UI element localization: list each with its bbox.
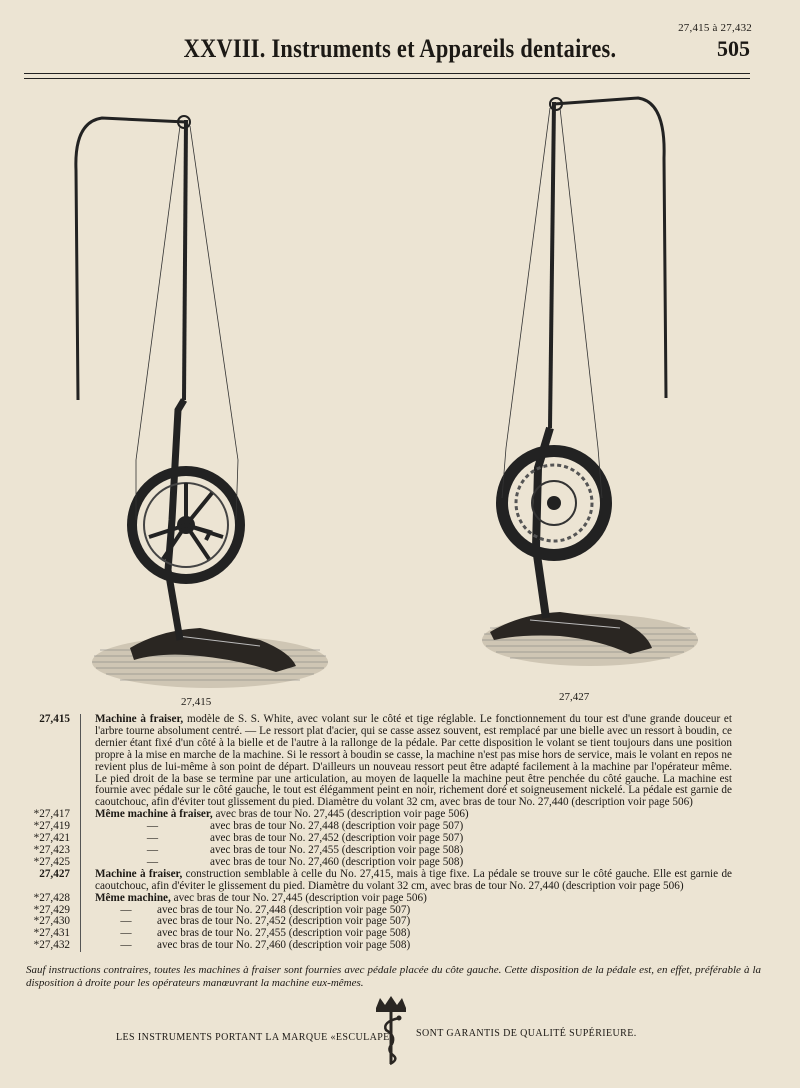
- entry-row: [20, 940, 732, 952]
- figure-caption-27427: 27,427: [559, 691, 590, 703]
- ditto-dash: —: [146, 820, 159, 833]
- item-description: avec bras de tour No. 27,460 (description voir page 508): [157, 939, 411, 952]
- item-number: *27,431: [33, 927, 70, 940]
- item-description: avec bras de tour No. 27,445 (description voir page 506): [173, 891, 427, 904]
- item-lead: Même machine,: [95, 891, 171, 904]
- item-number: *27,419: [33, 820, 70, 833]
- item-number: *27,432: [33, 939, 70, 952]
- machine-27427-illustration: [470, 88, 710, 688]
- item-description: avec bras de tour No. 27,452 (description voir page 507): [210, 832, 464, 845]
- footer-left-text: LES INSTRUMENTS PORTANT LA MARQUE «ESCULAPE»: [116, 1032, 396, 1043]
- item-number: *27,417: [33, 808, 70, 821]
- figure-caption-27415: 27,415: [181, 696, 212, 708]
- item-description: construction semblable à celle du No. 27,415, mais à tige fixe. La pédale se trouve sur le côté gauche. Elle est garnie de caoutchouc, afin d'éviter le glissement du pied. Diamètre du volant 32 cm, avec bras de tour No. 27,440 (description voir page 506): [95, 867, 732, 892]
- item-number: 27,427: [39, 867, 70, 880]
- machine-27415-illustration: [60, 100, 340, 700]
- ditto-dash: —: [146, 843, 159, 856]
- item-number: *27,430: [33, 915, 70, 928]
- item-description: avec bras de tour No. 27,445 (description voir page 506): [215, 808, 469, 821]
- item-number: *27,421: [33, 832, 70, 845]
- entry-row: [20, 714, 732, 809]
- footer-right-text: SONT GARANTIS DE QUALITÉ SUPÉRIEURE.: [416, 1028, 637, 1039]
- page-title: XXVIII. Instruments et Appareils dentaires.: [183, 34, 617, 63]
- item-number: *27,428: [33, 891, 70, 904]
- item-lead: Même machine à fraiser,: [95, 808, 213, 821]
- item-range: 27,415 à 27,432: [678, 22, 752, 34]
- product-entries: [20, 714, 732, 952]
- esculape-logo-icon: [368, 994, 414, 1066]
- item-lead: Machine à fraiser,: [95, 867, 183, 880]
- ditto-dash: —: [146, 855, 159, 868]
- item-description: modèle de S. S. White, avec volant sur le côté et tige réglable. Le fonctionnement du tour est d'une grande douceur et l'arbre tourne absolument centré. — Le ressort plat d'acier, qui se casse assez souvent, est remplacé par une bielle avec un ressort à boudin, ce dernier étant fixé d'un côté à la bielle et de l'autre à la rallonge de la pédale. Par cette disposition le volant se tient toujours dans une position propre à la mise en marche de la machine. Si le ressort à boudin se casse, la machine n'est pas mise hors de service, mais le volant en repos ne revient plus de lui-même à son point de départ. D'ailleurs un nouveau ressort peut être adapté facilement à la machine par l'opérateur même. Le pied droit de la base se termine par une articulation, au moyen de laquelle la machine peut être penchée du côté gauche. La machine est fournie avec pédale sur le côté gauche, le tout est élégamment peint en noir, richement doré et soigneusement nickelé. La pédale est garnie de caoutchouc, afin d'éviter tout glissement du pied. Diamètre du volant 32 cm, avec bras de tour No. 27,440 (description voir page 506): [95, 713, 733, 809]
- entry-row: [20, 869, 732, 893]
- item-number: 27,415: [39, 713, 70, 725]
- pedal-note: Sauf instructions contraires, toutes les machines à fraiser sont fournies avec pédale placée du côte gauche. Cette disposition de la pédale est, en effet, préférable à la disposition à droite pour les opérateurs manœuvrant la machine eux-mêmes.: [26, 964, 761, 989]
- ditto-dash: —: [120, 915, 132, 928]
- item-description: avec bras de tour No. 27,448 (description voir page 507): [210, 820, 464, 833]
- item-lead: Machine à fraiser,: [95, 713, 184, 725]
- ditto-dash: —: [120, 927, 132, 940]
- item-number: *27,429: [33, 903, 70, 916]
- item-description: avec bras de tour No. 27,460 (description voir page 508): [210, 855, 464, 868]
- ditto-dash: —: [146, 832, 159, 845]
- item-description: avec bras de tour No. 27,448 (description voir page 507): [157, 903, 411, 916]
- page-number: 505: [717, 36, 750, 61]
- header-rule: [24, 73, 750, 74]
- item-description: avec bras de tour No. 27,455 (description voir page 508): [157, 927, 411, 940]
- item-description: avec bras de tour No. 27,452 (description voir page 507): [157, 915, 411, 928]
- header-rule-thin: [24, 78, 750, 79]
- ditto-dash: —: [120, 939, 132, 952]
- item-description: avec bras de tour No. 27,455 (description voir page 508): [210, 843, 464, 856]
- item-number: *27,425: [33, 855, 70, 868]
- ditto-dash: —: [120, 903, 132, 916]
- item-number: *27,423: [33, 843, 70, 856]
